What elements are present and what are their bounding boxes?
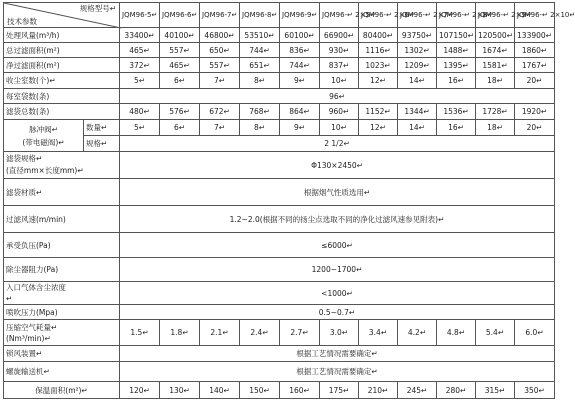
row-label: 过滤风速(m/min)	[4, 206, 120, 233]
value-cell: 14↵	[398, 120, 437, 136]
row-hoppers	[4, 73, 555, 89]
value-cell: 18↵	[476, 120, 515, 136]
value-cell: 576↵	[160, 104, 200, 120]
model-header: JQM96-↵ 2×5↵	[320, 3, 359, 28]
value-cell: 150↵	[240, 382, 280, 399]
row-bag-spec	[4, 152, 555, 179]
value-cell: 80400↵	[359, 28, 398, 43]
value-cell: 1.5↵	[120, 320, 160, 346]
value-cell: 16↵	[437, 73, 476, 89]
value-cell: 465↵	[160, 58, 200, 73]
value-cell: 175↵	[320, 382, 359, 399]
value-cell: 557↵	[160, 43, 200, 58]
value-cell: 9↵	[280, 120, 320, 136]
corner-top-label: 规格型号↵	[79, 4, 116, 13]
value-cell: 10↵	[320, 73, 359, 89]
value-cell: 651↵	[240, 58, 280, 73]
row-bags-per-room	[4, 89, 555, 104]
model-header: JQM96-9↵	[280, 3, 320, 28]
pulse-valve-label-top: 脉冲阀↵	[29, 124, 58, 134]
value-cell: 10↵	[320, 120, 359, 136]
value-cell: 12↵	[359, 73, 398, 89]
value-cell: 744↵	[280, 58, 320, 73]
row-air-consumption	[4, 320, 555, 346]
value-cell: 33400↵	[120, 28, 160, 43]
row-label: 处理风量(m³/h)	[4, 28, 120, 43]
model-header: JQM96-↵ 2×9↵	[476, 3, 515, 28]
value-cell: 4.2↵	[398, 320, 437, 346]
row-net-area	[4, 58, 555, 73]
value-cell: 5↵	[120, 120, 160, 136]
row-label: 承受负压(Pa)	[4, 233, 120, 258]
value-cell: 66900↵	[320, 28, 359, 43]
value-cell: 1.8↵	[160, 320, 200, 346]
value-cell: 12↵	[359, 120, 398, 136]
row-pulse-qty	[4, 120, 555, 136]
value-cell: 4.8↵	[437, 320, 476, 346]
value-cell: 6.0↵	[515, 320, 555, 346]
value-cell: 1209↵	[398, 58, 437, 73]
sub-label-spec: 规格↵	[84, 136, 120, 152]
model-header: JQM96-7↵	[200, 3, 240, 28]
row-bag-material	[4, 179, 555, 206]
row-label: 螺旋输送机↵	[4, 362, 120, 382]
row-total-area	[4, 43, 555, 58]
value-cell: 1023↵	[359, 58, 398, 73]
spec-table	[3, 2, 575, 399]
value-cell: 1152↵	[359, 104, 398, 120]
value-cell: 5↵	[120, 73, 160, 89]
merged-value: Φ130×2450↵	[120, 152, 555, 179]
value-cell: 372↵	[120, 58, 160, 73]
value-cell: 120500↵	[476, 28, 515, 43]
value-cell: 140↵	[200, 382, 240, 399]
value-cell: 650↵	[200, 43, 240, 58]
value-cell: 245↵	[398, 382, 437, 399]
row-insulation-area	[4, 382, 555, 399]
value-cell: 107150↵	[437, 28, 476, 43]
model-header: JQM96-6↵	[160, 3, 200, 28]
row-label	[4, 320, 120, 346]
row-label: 锁风装置↵	[4, 346, 120, 362]
row-label: 总过滤面积(m²)	[4, 43, 120, 58]
merged-value: 2 1/2↵	[120, 136, 555, 152]
value-cell: 46800↵	[200, 28, 240, 43]
model-header: JQM96-↵ 2×6↵	[359, 3, 398, 28]
row-label: 喷吹压力(Mpa)	[4, 305, 120, 320]
merged-value: 96↵	[120, 89, 555, 104]
sub-label-qty: 数量↵	[84, 120, 120, 136]
value-cell: 465↵	[120, 43, 160, 58]
row-filter-speed	[4, 206, 555, 233]
value-cell: 8↵	[240, 120, 280, 136]
value-cell: 210↵	[359, 382, 398, 399]
bag-spec-label-top: 滤袋规格↵	[6, 154, 43, 163]
row-pressure	[4, 233, 555, 258]
value-cell: 836↵	[280, 43, 320, 58]
air-consumption-label-top: 压缩空气耗量↵	[6, 322, 58, 332]
row-air-volume	[4, 28, 555, 43]
row-label	[4, 282, 120, 305]
value-cell: 1581↵	[476, 58, 515, 73]
value-cell: 1674↵	[476, 43, 515, 58]
merged-value: 根据工艺情况需要确定↵	[120, 362, 555, 382]
value-cell: 20↵	[515, 120, 555, 136]
row-label: 收尘室数(个)↵	[4, 73, 120, 89]
value-cell: 18↵	[476, 73, 515, 89]
value-cell: 1767↵	[515, 58, 555, 73]
value-cell: 3.0↵	[320, 320, 359, 346]
pulse-valve-label	[4, 120, 84, 152]
value-cell: 1860↵	[515, 43, 555, 58]
value-cell: 1728↵	[476, 104, 515, 120]
value-cell: 8↵	[240, 73, 280, 89]
value-cell: 837↵	[320, 58, 359, 73]
row-pulse-spec	[4, 136, 555, 152]
inlet-label-bottom: ↵	[6, 294, 13, 303]
row-label: 除尘器阻力(Pa)	[4, 258, 120, 282]
row-blow-pressure	[4, 305, 555, 320]
corner-cell	[4, 3, 120, 28]
row-label: 净过滤面积(m²)	[4, 58, 120, 73]
row-label	[4, 152, 120, 179]
row-label: 每室袋数(条)	[4, 89, 120, 104]
value-cell: 20↵	[515, 73, 555, 89]
value-cell: 5.4↵	[476, 320, 515, 346]
value-cell: 1116↵	[359, 43, 398, 58]
value-cell: 1302↵	[398, 43, 437, 58]
value-cell: 2.1↵	[200, 320, 240, 346]
value-cell: 744↵	[240, 43, 280, 58]
value-cell: 7↵	[200, 73, 240, 89]
value-cell: 3.4↵	[359, 320, 398, 346]
value-cell: 40100↵	[160, 28, 200, 43]
merged-value: ≤6000↵	[120, 233, 555, 258]
value-cell: 9↵	[280, 73, 320, 89]
value-cell: 864↵	[280, 104, 320, 120]
bag-spec-label-bottom: (直径mm×长度mm)↵	[6, 166, 84, 175]
value-cell: 60100↵	[280, 28, 320, 43]
value-cell: 6↵	[160, 120, 200, 136]
value-cell: 315↵	[476, 382, 515, 399]
merged-value: 0.5~0.7↵	[120, 305, 555, 320]
corner-bottom-label: 技术参数	[7, 17, 37, 26]
value-cell: 768↵	[240, 104, 280, 120]
merged-value: <1000↵	[120, 282, 555, 305]
value-cell: 93750↵	[398, 28, 437, 43]
model-header: JQM96-↵ 2×10↵	[515, 3, 555, 28]
merged-value: 1200~1700↵	[120, 258, 555, 282]
row-inlet-conc	[4, 282, 555, 305]
row-screw-conveyor	[4, 362, 555, 382]
inlet-label-top: 入口气体含尘浓度	[6, 283, 66, 292]
pulse-valve-label-bottom: (带电磁阀)↵	[22, 137, 65, 147]
merged-value: 根据工艺情况需要确定↵	[120, 346, 555, 362]
merged-value: 根据烟气性质选用↵	[120, 179, 555, 206]
model-header: JQM96-8↵	[240, 3, 280, 28]
value-cell: 672↵	[200, 104, 240, 120]
air-consumption-label-bottom: (Nm³/min)↵	[6, 333, 51, 343]
value-cell: 2.4↵	[240, 320, 280, 346]
row-lock-valve	[4, 346, 555, 362]
value-cell: 133900↵	[515, 28, 555, 43]
value-cell: 2.7↵	[280, 320, 320, 346]
model-header: JQM96-5↵	[120, 3, 160, 28]
value-cell: 960↵	[320, 104, 359, 120]
value-cell: 160↵	[280, 382, 320, 399]
row-total-bags	[4, 104, 555, 120]
value-cell: 16↵	[437, 120, 476, 136]
value-cell: 1395↵	[437, 58, 476, 73]
value-cell: 1920↵	[515, 104, 555, 120]
value-cell: 53510↵	[240, 28, 280, 43]
model-header: JQM96-↵ 2×7↵	[398, 3, 437, 28]
value-cell: 7↵	[200, 120, 240, 136]
model-header: JQM96-↵ 2×8↵	[437, 3, 476, 28]
value-cell: 130↵	[160, 382, 200, 399]
value-cell: 280↵	[437, 382, 476, 399]
value-cell: 1536↵	[437, 104, 476, 120]
row-label: 保温面积(m²)↵	[4, 382, 120, 399]
value-cell: 557↵	[200, 58, 240, 73]
value-cell: 1344↵	[398, 104, 437, 120]
header-row	[4, 3, 555, 28]
value-cell: 1488↵	[437, 43, 476, 58]
value-cell: 480↵	[120, 104, 160, 120]
row-resistance	[4, 258, 555, 282]
value-cell: 14↵	[398, 73, 437, 89]
merged-value: 1.2~2.0(根据不同的扬尘点选取不同的净化过滤风速参见附表)↵	[120, 206, 555, 233]
value-cell: 120↵	[120, 382, 160, 399]
row-label: 滤袋材质↵	[4, 179, 120, 206]
value-cell: 350↵	[515, 382, 555, 399]
value-cell: 6↵	[160, 73, 200, 89]
value-cell: 930↵	[320, 43, 359, 58]
row-label: 滤袋总数(条)	[4, 104, 120, 120]
